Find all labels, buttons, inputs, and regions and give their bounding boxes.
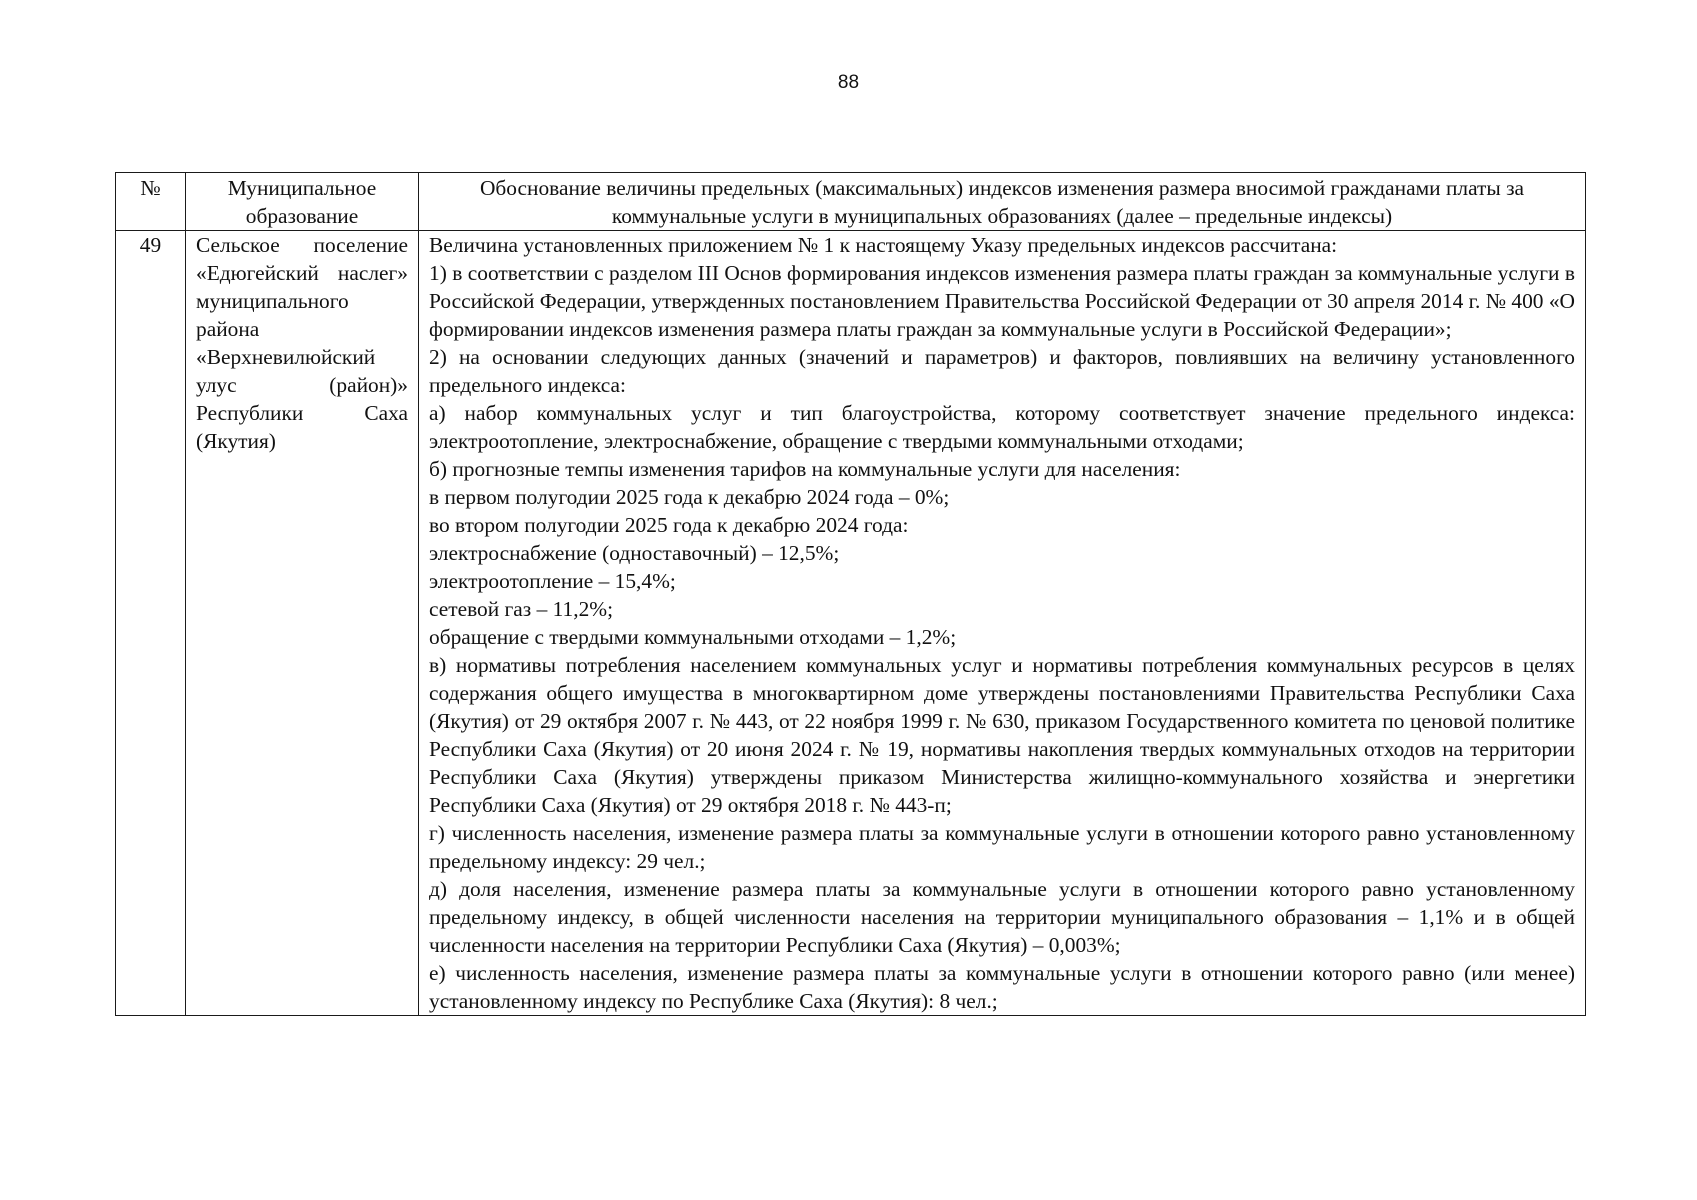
municipality-line: Сельское поселение xyxy=(196,233,408,257)
justification-paragraph: обращение с твердыми коммунальными отходами – 1,2%; xyxy=(429,625,957,649)
justification-paragraph: Величина установленных приложением № 1 к настоящему Указу предельных индексов рассчитана: xyxy=(429,233,1338,257)
table-body xyxy=(116,231,1586,1016)
justification-paragraph: электроснабжение (одноставочный) – 12,5%; xyxy=(429,541,840,565)
municipality-line: муниципального xyxy=(196,289,349,313)
municipality-line: «Верхневилюйский xyxy=(196,345,376,369)
justification-paragraph: г) численность населения, изменение размера платы за коммунальные услуги в отношении которого равно установленному предельному индексу: 29 чел.; xyxy=(429,821,1575,873)
header-municipality: Муниципальное образование xyxy=(186,173,419,231)
justification-paragraph: а) набор коммунальных услуг и тип благоустройства, которому соответствует значение предельного индекса: электроотопление, электроснабжение, обращение с твердыми коммунальными отходами; xyxy=(429,401,1575,453)
table-header xyxy=(116,173,1586,231)
justification-cell xyxy=(419,231,1586,1016)
justification-paragraph: во втором полугодии 2025 года к декабрю 2024 года: xyxy=(429,513,909,537)
justification-paragraph: 1) в соответствии с разделом III Основ формирования индексов изменения размера платы граждан за коммунальные услуги в Российской Федерации, утвержденных постановлением Правительства Российской Федерации от 30 апреля 2014 г. № 400 «О формировании индексов изменения размера платы граждан за коммунальные услуги в Российской Федерации»; xyxy=(429,261,1575,341)
page-number: 88 xyxy=(837,72,860,93)
row-number: 49 xyxy=(116,231,186,1016)
municipality-line: улус (район)» xyxy=(196,373,408,397)
justification-paragraph: сетевой газ – 11,2%; xyxy=(429,597,614,621)
justification-paragraph: в первом полугодии 2025 года к декабрю 2024 года – 0%; xyxy=(429,485,950,509)
header-justification: Обоснование величины предельных (максимальных) индексов изменения размера вносимой гражданами платы за коммунальные услуги в муниципальных образованиях (далее – предельные индексы) xyxy=(419,173,1586,231)
tariff-index-table xyxy=(115,172,1586,1016)
justification-paragraph: в) нормативы потребления населением коммунальных услуг и нормативы потребления коммунальных ресурсов в целях содержания общего имущества в многоквартирном доме утверждены постановлениями Правительства Республики Саха (Якутия) от 29 октября 2007 г. № 443, от 22 ноября 1999 г. № 630, приказом Государственного комитета по ценовой политике Республики Саха (Якутия) от 20 июня 2024 г. № 19, нормативы накопления твердых коммунальных отходов на территории Республики Саха (Якутия) утверждены приказом Министерства жилищно-коммунального хозяйства и энергетики Республики Саха (Якутия) от 29 октября 2018 г. № 443-п; xyxy=(429,653,1575,817)
municipality-line: района xyxy=(196,317,260,341)
header-number: № xyxy=(116,173,186,231)
justification-paragraph: б) прогнозные темпы изменения тарифов на коммунальные услуги для населения: xyxy=(429,457,1181,481)
municipality-line: (Якутия) xyxy=(196,429,276,453)
municipality-line: Республики Саха xyxy=(196,401,408,425)
table-row xyxy=(116,231,1586,1016)
justification-paragraph: электроотопление – 15,4%; xyxy=(429,569,676,593)
justification-paragraph: е) численность населения, изменение размера платы за коммунальные услуги в отношении которого равно (или менее) установленному индексу по Республике Саха (Якутия): 8 чел.; xyxy=(429,961,1575,1013)
table-header-row xyxy=(116,173,1586,231)
justification-paragraph: д) доля населения, изменение размера платы за коммунальные услуги в отношении которого равно установленному предельному индексу, в общей численности населения на территории муниципального образования – 1,1% и в общей численности населения на территории Республики Саха (Якутия) – 0,003%; xyxy=(429,877,1575,957)
municipality-line: «Едюгейский наслег» xyxy=(196,261,408,285)
justification-paragraph: 2) на основании следующих данных (значений и параметров) и факторов, повлиявших на величину установленного предельного индекса: xyxy=(429,345,1575,397)
municipality-cell xyxy=(186,231,419,1016)
